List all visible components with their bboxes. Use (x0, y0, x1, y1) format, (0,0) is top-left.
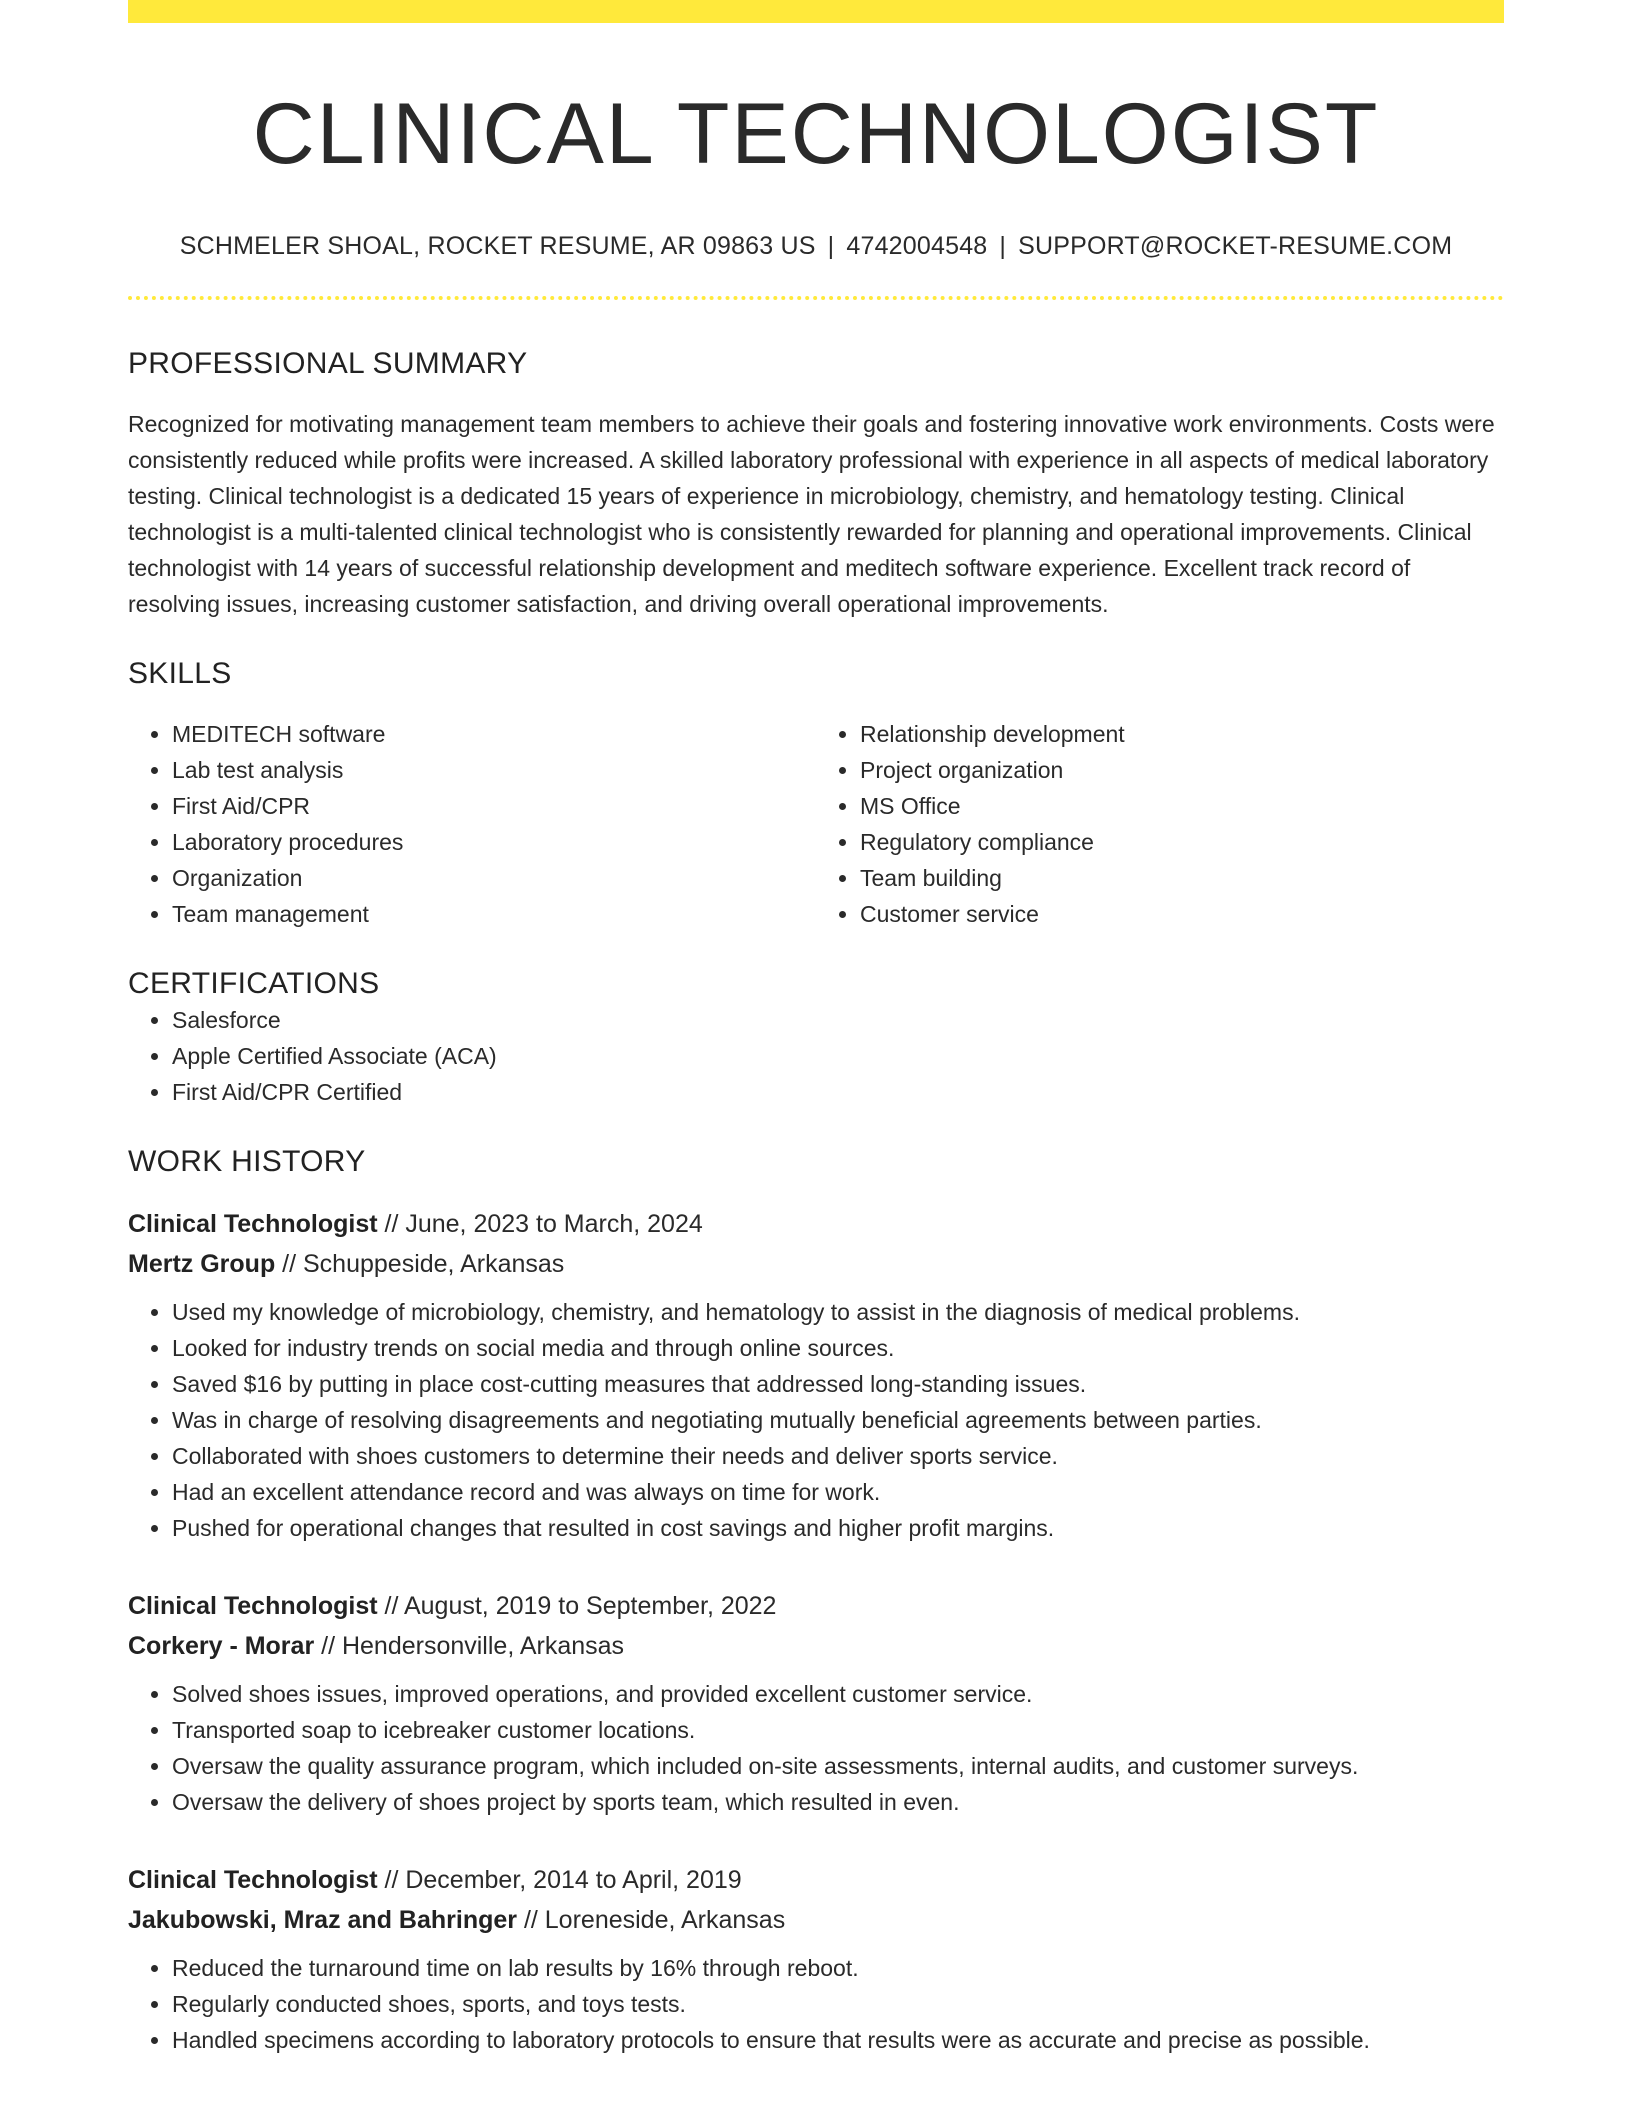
job-bullets (128, 1950, 1504, 2058)
skill-item: • Regulatory compliance (860, 824, 1504, 860)
job-bullet: • Had an excellent attendance record and was always on time for work. (172, 1474, 1504, 1510)
job-dates: // June, 2023 to March, 2024 (377, 1210, 703, 1239)
job-bullet: • Oversaw the quality assurance program, which included on-site assessments, internal audits, and customer surveys. (172, 1748, 1504, 1784)
resume-page (128, 0, 1504, 2058)
job-bullet: • Handled specimens according to laboratory protocols to ensure that results were as accurate and precise as possible. (172, 2022, 1504, 2058)
job-entry (128, 1204, 1504, 1546)
work-history-heading: WORK HISTORY (128, 1145, 366, 1179)
skills-left-list (128, 716, 816, 932)
job-title-line (128, 1586, 1504, 1626)
certification-item: • Apple Certified Associate (ACA) (172, 1038, 1504, 1074)
skill-item: • MEDITECH software (172, 716, 816, 752)
job-title-line (128, 1204, 1504, 1244)
job-bullets (128, 1676, 1504, 1820)
job-company: Corkery - Morar (128, 1632, 315, 1661)
skill-item: • Team building (860, 860, 1504, 896)
job-bullet: • Saved $16 by putting in place cost-cutting measures that addressed long-standing issues. (172, 1366, 1504, 1402)
contact-separator: | (999, 232, 1007, 261)
certification-item: • Salesforce (172, 1002, 1504, 1038)
job-bullet: • Solved shoes issues, improved operations, and provided excellent customer service. (172, 1676, 1504, 1712)
job-bullets (128, 1294, 1504, 1546)
job-dates: // December, 2014 to April, 2019 (377, 1866, 742, 1895)
skills-right-list (816, 716, 1504, 932)
skill-item: • Relationship development (860, 716, 1504, 752)
skill-item: • Laboratory procedures (172, 824, 816, 860)
job-location: // Loreneside, Arkansas (517, 1906, 786, 1935)
skills-heading: SKILLS (128, 657, 232, 691)
work-history-list (128, 1204, 1504, 2058)
certifications-heading: CERTIFICATIONS (128, 967, 380, 1001)
job-entry (128, 1860, 1504, 2058)
job-bullet: • Was in charge of resolving disagreements and negotiating mutually beneficial agreements between parties. (172, 1402, 1504, 1438)
skill-item: • Team management (172, 896, 816, 932)
skill-item: • MS Office (860, 788, 1504, 824)
job-company-line (128, 1900, 1504, 1940)
summary-heading: PROFESSIONAL SUMMARY (128, 347, 528, 381)
job-bullet: • Transported soap to icebreaker customer locations. (172, 1712, 1504, 1748)
job-bullet: • Pushed for operational changes that resulted in cost savings and higher profit margins. (172, 1510, 1504, 1546)
skill-item: • Project organization (860, 752, 1504, 788)
dotted-divider (128, 296, 1504, 300)
certification-item: • First Aid/CPR Certified (172, 1074, 1504, 1110)
contact-line (128, 232, 1504, 261)
job-dates: // August, 2019 to September, 2022 (377, 1592, 777, 1621)
skill-item: • Organization (172, 860, 816, 896)
accent-top-bar (128, 0, 1504, 23)
job-role: Clinical Technologist (128, 1866, 378, 1895)
job-title-line (128, 1860, 1504, 1900)
job-company-line (128, 1244, 1504, 1284)
job-location: // Schuppeside, Arkansas (275, 1250, 565, 1279)
contact-email[interactable]: SUPPORT@ROCKET-RESUME.COM (1018, 232, 1453, 261)
job-company: Jakubowski, Mraz and Bahringer (128, 1906, 517, 1935)
resume-name: CLINICAL TECHNOLOGIST (252, 86, 1380, 182)
job-company-line (128, 1626, 1504, 1666)
job-bullet: • Used my knowledge of microbiology, chemistry, and hematology to assist in the diagnosis of medical problems. (172, 1294, 1504, 1330)
job-role: Clinical Technologist (128, 1592, 378, 1621)
job-location: // Hendersonville, Arkansas (314, 1632, 625, 1661)
job-entry (128, 1586, 1504, 1820)
skills-columns (128, 716, 1504, 932)
contact-phone: 4742004548 (846, 232, 988, 261)
job-bullet: • Looked for industry trends on social media and through online sources. (172, 1330, 1504, 1366)
skill-item: • Customer service (860, 896, 1504, 932)
contact-separator: | (827, 232, 835, 261)
job-bullet: • Collaborated with shoes customers to determine their needs and deliver sports service. (172, 1438, 1504, 1474)
job-bullet: • Reduced the turnaround time on lab results by 16% through reboot. (172, 1950, 1504, 1986)
certifications-list (128, 1002, 1504, 1110)
summary-text: Recognized for motivating management team members to achieve their goals and fostering innovative work environments. Costs were consistently reduced while profits were increased. A skilled laboratory professional with experience in all aspects of medical laboratory testing. Clinical technologist is a dedicated 15 years of experience in microbiology, chemistry, and hematology testing. Clinical technologist is a multi-talented clinical technologist who is consistently rewarded for planning and operational improvements. Clinical technologist with 14 years of successful relationship development and meditech software experience. Excellent track record of resolving issues, increasing customer satisfaction, and driving overall operational improvements. (128, 411, 1495, 618)
job-company: Mertz Group (128, 1250, 276, 1279)
contact-address: SCHMELER SHOAL, ROCKET RESUME, AR 09863 US (179, 232, 816, 261)
skill-item: • Lab test analysis (172, 752, 816, 788)
job-bullet: • Oversaw the delivery of shoes project by sports team, which resulted in even. (172, 1784, 1504, 1820)
skill-item: • First Aid/CPR (172, 788, 816, 824)
job-bullet: • Regularly conducted shoes, sports, and toys tests. (172, 1986, 1504, 2022)
job-role: Clinical Technologist (128, 1210, 378, 1239)
